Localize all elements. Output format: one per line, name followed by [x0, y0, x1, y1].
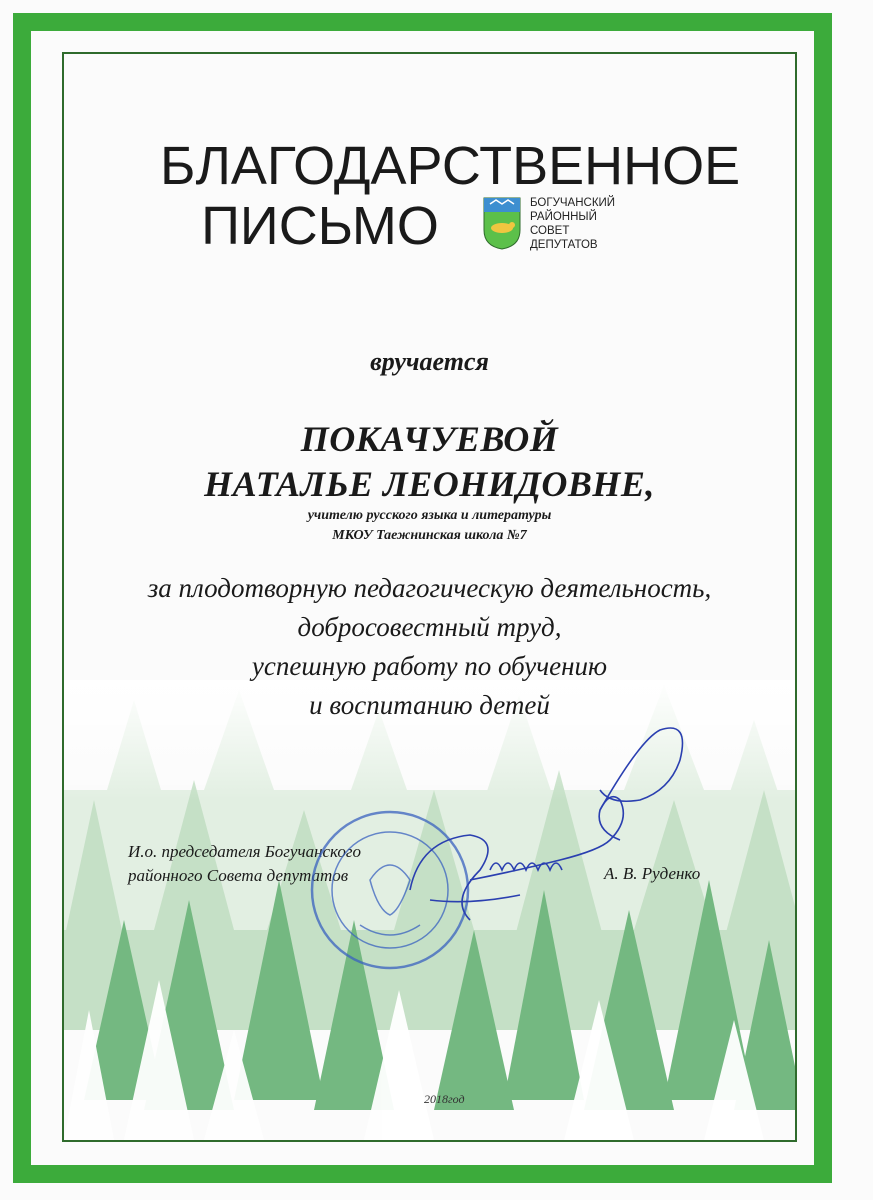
recipient-position: учителю русского языка и литературы [307, 508, 552, 523]
issue-year: 2018год [424, 1092, 465, 1106]
council-line: ДЕПУТАТОВ [530, 239, 598, 251]
council-line: СОВЕТ [530, 225, 570, 237]
reason-line: добросовестный труд, [297, 612, 562, 642]
signatory-title-line2: районного Совета депутатов [128, 866, 349, 885]
council-line: БОГУЧАНСКИЙ [530, 197, 616, 209]
signatory-name: А. В. Руденко [604, 864, 701, 883]
recipient-school: МКОУ Таежнинская школа №7 [332, 528, 527, 543]
reason-line: и воспитанию детей [309, 690, 550, 720]
council-name-block [530, 196, 615, 252]
council-line: РАЙОННЫЙ [530, 211, 597, 223]
forest-background-illustration [64, 680, 795, 1140]
presented-text: вручается [370, 347, 489, 376]
reason-line: успешную работу по обучению [251, 651, 608, 681]
signatory-title-line1: И.о. председателя Богучанского [128, 842, 361, 861]
recipient-first-name: НАТАЛЬЕ ЛЕОНИДОВНЕ, [204, 464, 655, 504]
certificate-title-line1: БЛАГОДАРСТВЕННОЕ [160, 136, 741, 196]
reason-line: за плодотворную педагогическую деятельность, [147, 573, 712, 603]
recipient-surname: ПОКАЧУЕВОЙ [300, 419, 559, 459]
certificate-title-line2: ПИСЬМО [201, 196, 439, 256]
district-coat-of-arms-icon [482, 196, 522, 250]
